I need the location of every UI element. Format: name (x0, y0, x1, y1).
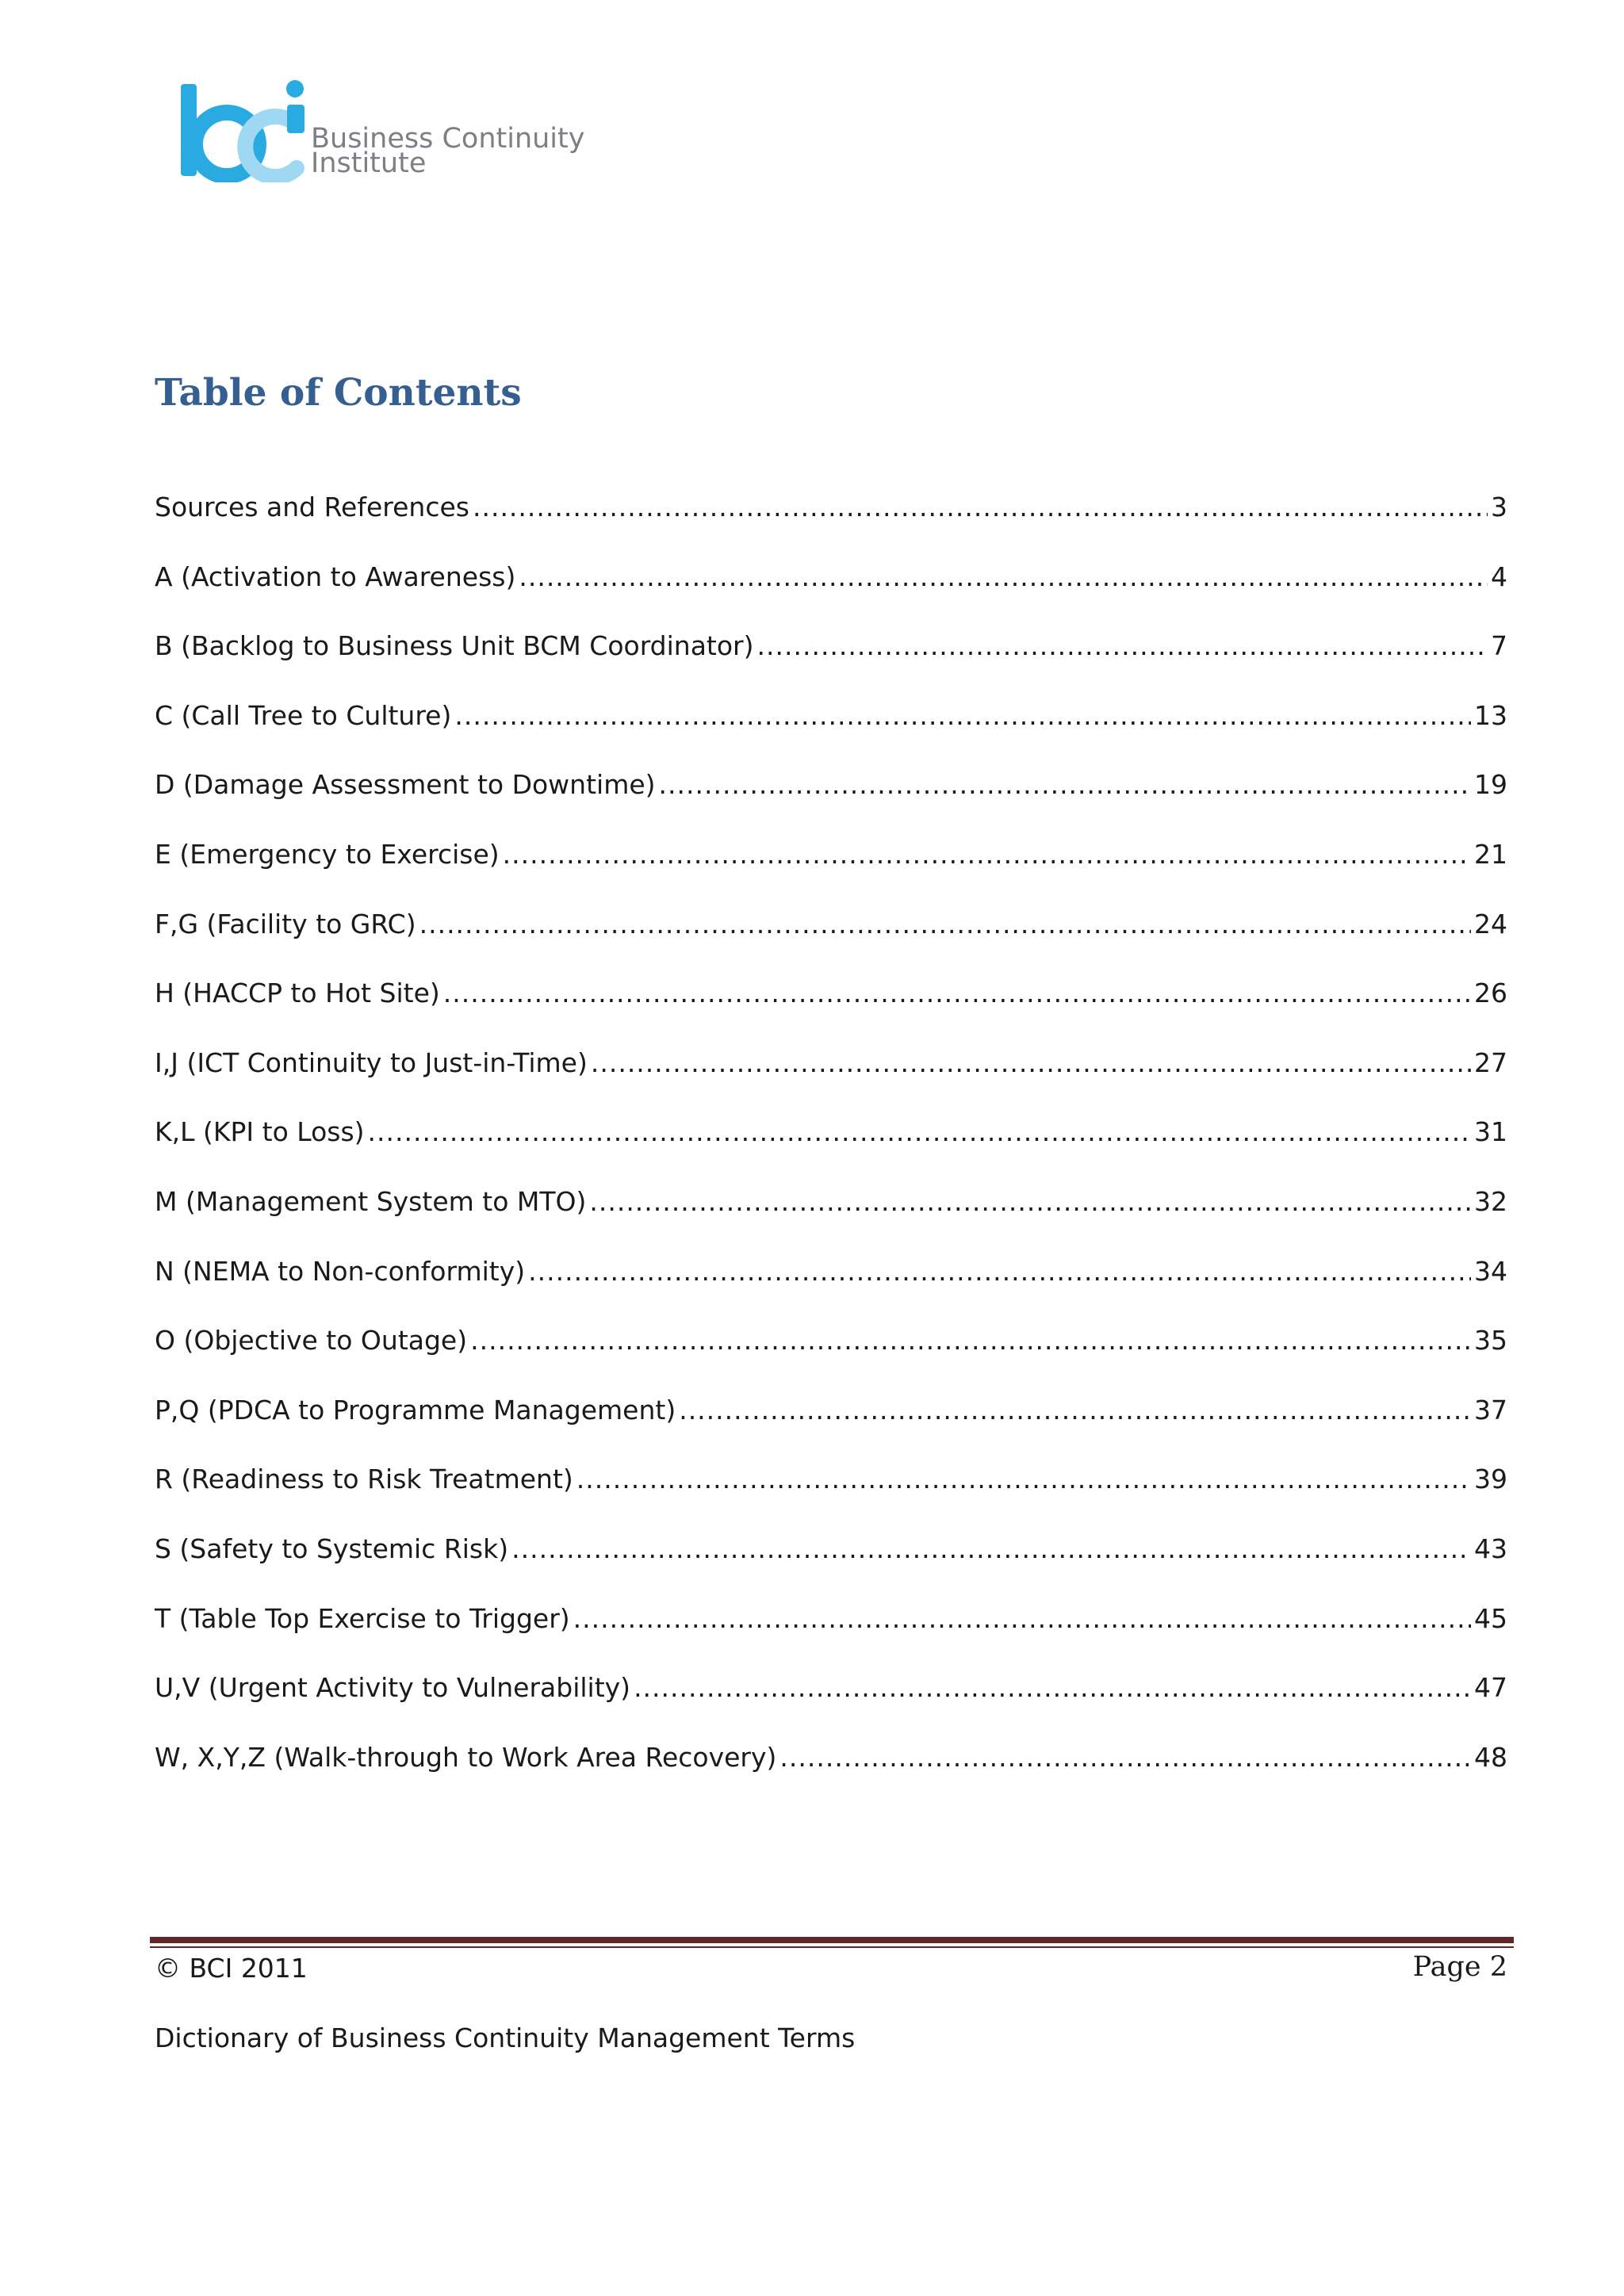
toc-entry-page: 43 (1474, 1533, 1507, 1564)
toc-entry-page: 19 (1474, 769, 1507, 801)
toc-entry-page: 39 (1474, 1464, 1507, 1495)
toc-entry-label: A (Activation to Awareness) (155, 561, 516, 592)
toc-entry[interactable] (155, 1116, 1507, 1186)
bci-logo (178, 79, 590, 190)
toc-entry[interactable] (155, 561, 1507, 631)
logo-line-2: Institute (311, 147, 427, 179)
toc-entry-page: 47 (1474, 1672, 1507, 1704)
toc-entry[interactable] (155, 1256, 1507, 1326)
toc-entry-page: 45 (1474, 1602, 1507, 1634)
toc-entry[interactable] (155, 1325, 1507, 1395)
footer-page-number: Page 2 (1412, 1951, 1507, 1983)
toc-entry-label: B (Backlog to Business Unit BCM Coordinator) (155, 630, 754, 662)
toc-entry-label: R (Readiness to Risk Treatment) (155, 1464, 573, 1495)
toc-leader-dots (519, 561, 1488, 592)
toc-entry-label: E (Emergency to Exercise) (155, 838, 500, 870)
toc-entry-label: T (Table Top Exercise to Trigger) (155, 1602, 570, 1634)
toc-entry-label: H (HACCP to Hot Site) (155, 978, 440, 1009)
toc-entry-label: N (NEMA to Non-conformity) (155, 1255, 526, 1287)
toc-entry-label: W, X,Y,Z (Walk-through to Work Area Recovery) (155, 1741, 777, 1773)
toc-leader-dots (679, 1395, 1471, 1425)
toc-entry[interactable] (155, 492, 1507, 561)
toc-leader-dots (659, 769, 1471, 800)
toc-entry-label: K,L (KPI to Loss) (155, 1116, 365, 1148)
toc-entry[interactable] (155, 1742, 1507, 1812)
toc-leader-dots (470, 1325, 1471, 1356)
toc-entry[interactable] (155, 700, 1507, 770)
toc-leader-dots (528, 1256, 1471, 1287)
footer-rule-thin (150, 1946, 1514, 1948)
toc-entry-page: 31 (1474, 1116, 1507, 1148)
toc-entry-page: 24 (1474, 908, 1507, 939)
page-title: Table of Contents (155, 371, 522, 415)
footer-rule (150, 1937, 1514, 1943)
toc-entry-page: 7 (1491, 630, 1507, 662)
toc-entry-label: D (Damage Assessment to Downtime) (155, 769, 656, 801)
toc-entry-page: 13 (1474, 699, 1507, 731)
footer-copyright: © BCI 2011 (155, 1953, 308, 1984)
toc-entry-page: 35 (1474, 1325, 1507, 1357)
toc-leader-dots (576, 1464, 1471, 1494)
toc-leader-dots (591, 1047, 1471, 1078)
toc-leader-dots (757, 630, 1488, 661)
bci-logo-mark-icon (178, 79, 312, 182)
toc-entry-page: 34 (1474, 1255, 1507, 1287)
toc-entry[interactable] (155, 1464, 1507, 1533)
toc-leader-dots (368, 1116, 1471, 1147)
toc-leader-dots (473, 492, 1488, 522)
toc-entry-page: 3 (1491, 492, 1507, 522)
toc-entry-page: 21 (1474, 838, 1507, 870)
toc-leader-dots (419, 909, 1471, 939)
toc-leader-dots (503, 839, 1471, 870)
toc-entry-label: Sources and References (155, 492, 469, 522)
toc-list (155, 492, 1507, 1811)
toc-entry-label: C (Call Tree to Culture) (155, 699, 452, 731)
toc-entry[interactable] (155, 909, 1507, 978)
toc-entry[interactable] (155, 1533, 1507, 1603)
toc-entry-label: O (Objective to Outage) (155, 1325, 468, 1357)
toc-leader-dots (573, 1603, 1471, 1634)
toc-entry-label: F,G (Facility to GRC) (155, 908, 416, 939)
logo-line-1: Business Continuity (311, 123, 585, 155)
footer-document-title: Dictionary of Business Continuity Management Terms (155, 2022, 856, 2053)
toc-entry[interactable] (155, 978, 1507, 1047)
toc-entry-label: P,Q (PDCA to Programme Management) (155, 1394, 676, 1425)
toc-leader-dots (634, 1672, 1471, 1703)
toc-entry[interactable] (155, 839, 1507, 909)
toc-entry-page: 26 (1474, 978, 1507, 1009)
toc-leader-dots (779, 1742, 1471, 1773)
toc-entry[interactable] (155, 1603, 1507, 1673)
toc-leader-dots (511, 1533, 1471, 1564)
toc-entry-page: 4 (1491, 561, 1507, 592)
logo-wordmark (311, 123, 585, 179)
toc-entry-page: 48 (1474, 1741, 1507, 1773)
toc-entry[interactable] (155, 630, 1507, 700)
toc-entry[interactable] (155, 1395, 1507, 1464)
toc-entry[interactable] (155, 1047, 1507, 1117)
toc-entry-label: S (Safety to Systemic Risk) (155, 1533, 509, 1564)
toc-leader-dots (589, 1186, 1471, 1217)
toc-entry-page: 32 (1474, 1185, 1507, 1217)
toc-entry[interactable] (155, 769, 1507, 839)
toc-leader-dots (454, 700, 1471, 731)
toc-entry-label: U,V (Urgent Activity to Vulnerability) (155, 1672, 631, 1704)
toc-entry-label: M (Management System to MTO) (155, 1185, 587, 1217)
toc-entry-page: 27 (1474, 1047, 1507, 1078)
toc-entry[interactable] (155, 1186, 1507, 1256)
toc-entry-page: 37 (1474, 1394, 1507, 1425)
toc-entry-label: I,J (ICT Continuity to Just-in-Time) (155, 1047, 588, 1078)
toc-leader-dots (443, 978, 1471, 1008)
toc-entry[interactable] (155, 1672, 1507, 1742)
